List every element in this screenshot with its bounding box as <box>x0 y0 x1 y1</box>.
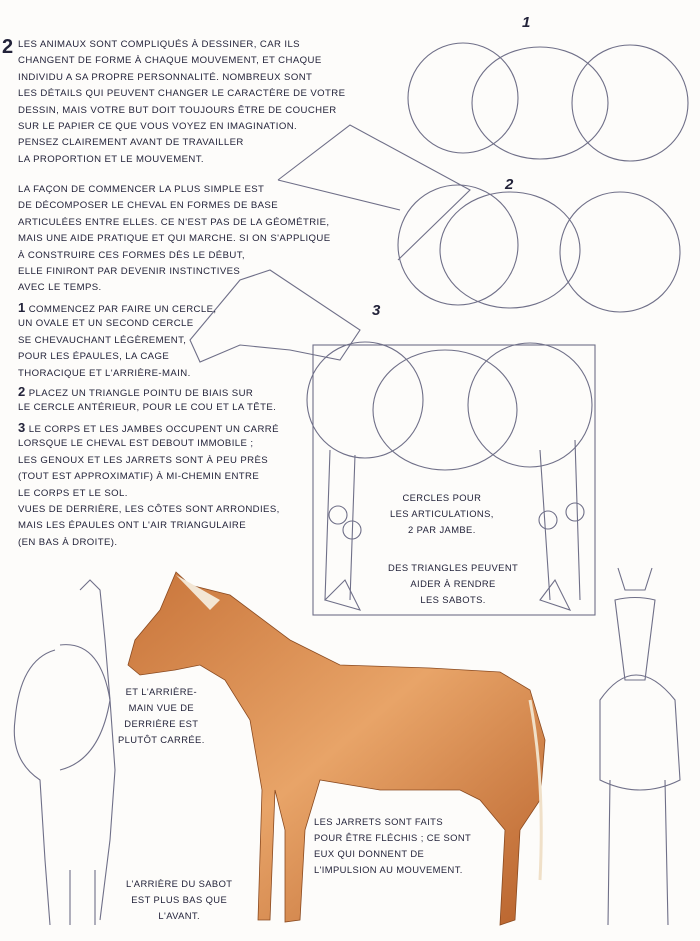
rear-view-sketch <box>14 580 115 925</box>
intro-line: LES ANIMAUX SONT COMPLIQUÉS À DESSINER, CAR ILS <box>18 39 300 50</box>
method-line: ELLE FINIRONT PAR DEVENIR INSTINCTIVES <box>18 265 241 277</box>
step-line: LE CERCLE ANTÉRIEUR, POUR LE COU ET LA TÊTE. <box>18 402 277 414</box>
caption-line: EST PLUS BAS QUE <box>131 894 228 905</box>
diagram-label-3: 3 <box>372 302 381 319</box>
caption-triangles <box>388 560 518 608</box>
caption-line: EUX QUI DONNENT DE <box>314 848 425 859</box>
caption-line: MAIN VUE DE <box>128 702 195 713</box>
caption-line: 2 PAR JAMBE. <box>408 524 476 535</box>
intro-line: LES DÉTAILS QUI PEUVENT CHANGER LE CARACTÈRE DE VOTRE <box>18 88 346 100</box>
step-number: 1 <box>18 300 26 315</box>
step-line: POUR LES ÉPAULES, LA CAGE <box>18 351 170 363</box>
caption-line: CERCLES POUR <box>402 492 482 503</box>
caption-hoof <box>126 876 232 924</box>
step-line: LORSQUE LE CHEVAL EST DEBOUT IMMOBILE ; <box>18 438 254 450</box>
step-line: (TOUT EST APPROXIMATIF) À MI-CHEMIN ENTRE <box>18 471 260 483</box>
intro-line: INDIVIDU A SA PROPRE PERSONNALITÉ. NOMBREUX SONT <box>18 71 313 83</box>
method-line: MAIS UNE AIDE PRATIQUE ET QUI MARCHE. SI ON S'APPLIQUE <box>18 233 331 245</box>
method-line: LA FAÇON DE COMMENCER LA PLUS SIMPLE EST <box>18 184 265 195</box>
step-line: THORACIQUE ET L'ARRIÈRE-MAIN. <box>18 367 191 379</box>
step-line: COMMENCEZ PAR FAIRE UN CERCLE, <box>28 304 217 315</box>
step-line: (EN BAS À DROITE). <box>18 536 118 548</box>
method-line: À CONSTRUIRE CES FORMES DÈS LE DÉBUT, <box>18 249 245 261</box>
step-line: VUES DE DERRIÈRE, LES CÔTES SONT ARRONDIES, <box>18 503 280 515</box>
caption-hocks <box>314 814 471 878</box>
diagram-label-1: 1 <box>522 14 531 31</box>
step-line: SE CHEVAUCHANT LÉGÈREMENT, <box>18 334 187 346</box>
method-paragraph <box>18 182 331 297</box>
method-line: AVEC LE TEMPS. <box>18 282 102 294</box>
method-line: DE DÉCOMPOSER LE CHEVAL EN FORMES DE BASE <box>18 200 279 212</box>
caption-line: LES ARTICULATIONS, <box>390 508 494 519</box>
intro-line: LA PROPORTION ET LE MOUVEMENT. <box>18 153 204 165</box>
caption-line: POUR ÊTRE FLÉCHIS ; CE SONT <box>314 832 472 843</box>
intro-line: DESSIN, MAIS VOTRE BUT DOIT TOUJOURS ÊTRE DE COUCHER <box>18 104 337 116</box>
intro-line: SUR LE PAPIER CE QUE VOUS VOYEZ EN IMAGINATION. <box>18 120 298 132</box>
caption-line: PLUTÔT CARRÉE. <box>118 734 205 745</box>
caption-line: L'AVANT. <box>158 910 201 921</box>
caption-line: L'ARRIÈRE DU SABOT <box>126 878 233 889</box>
diagram-label-2: 2 <box>505 176 514 193</box>
step-line: LES GENOUX ET LES JARRETS SONT À PEU PRÈS <box>18 454 269 466</box>
intro-line: CHANGENT DE FORME À CHAQUE MOUVEMENT, ET CHAQUE <box>18 55 322 67</box>
caption-rear <box>118 684 205 748</box>
intro-line: PENSEZ CLAIREMENT AVANT DE TRAVAILLER <box>18 137 244 149</box>
caption-line: DES TRIANGLES PEUVENT <box>388 562 519 573</box>
step1-paragraph <box>18 300 216 382</box>
section-number: 2 <box>2 36 14 58</box>
step-line: UN OVALE ET UN SECOND CERCLE <box>18 318 194 330</box>
step2-paragraph <box>18 384 276 417</box>
caption-line: LES JARRETS SONT FAITS <box>314 816 443 827</box>
step-line: LE CORPS ET LE SOL. <box>18 487 128 499</box>
step3-paragraph <box>18 420 280 551</box>
caption-line: AIDER À RENDRE <box>410 578 496 589</box>
step-number: 3 <box>18 420 26 435</box>
caption-articulations <box>390 490 494 538</box>
step-line: PLACEZ UN TRIANGLE POINTU DE BIAIS SUR <box>28 388 254 399</box>
front-view-sketch <box>600 568 680 925</box>
caption-line: LES SABOTS. <box>420 594 486 605</box>
caption-line: L'IMPULSION AU MOUVEMENT. <box>314 864 463 875</box>
step1-circles <box>408 43 688 161</box>
intro-paragraph <box>18 37 345 168</box>
step-line: LE CORPS ET LES JAMBES OCCUPENT UN CARRÉ <box>28 424 279 435</box>
step-number: 2 <box>18 384 26 399</box>
step-line: MAIS LES ÉPAULES ONT L'AIR TRIANGULAIRE <box>18 520 247 532</box>
caption-line: DERRIÈRE EST <box>124 718 199 729</box>
method-line: ARTICULÉES ENTRE ELLES. CE N'EST PAS DE LA GÉOMÉTRIE, <box>18 216 330 228</box>
caption-line: ET L'ARRIÈRE- <box>125 686 198 697</box>
